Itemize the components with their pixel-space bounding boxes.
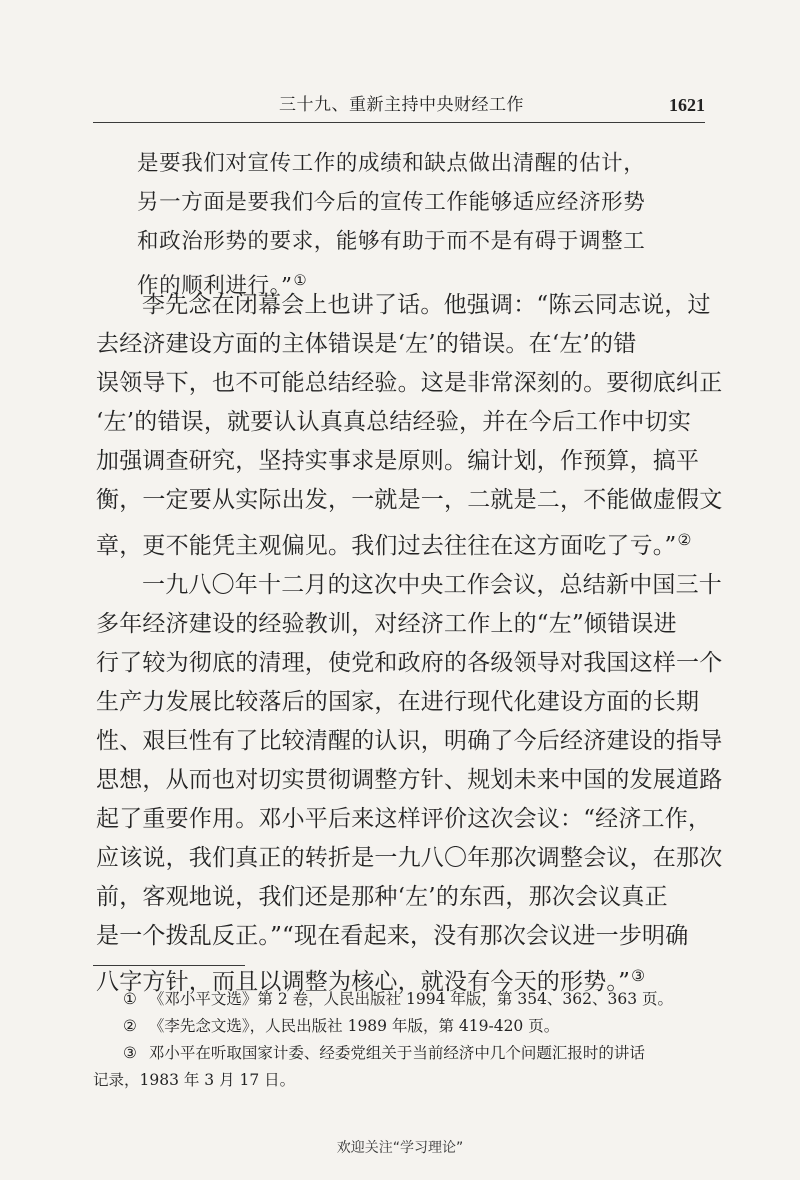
footnote-marker: ③ [123,1044,137,1062]
paragraph-line-last [96,520,716,566]
paragraph-line: 性、艰巨性有了比较清醒的认识，明确了今后经济建设的指导 [96,727,723,754]
paragraph-line: 生产力发展比较落后的国家，在进行现代化建设方面的长期 [96,688,700,715]
footnote-marker: ① [123,990,137,1008]
footnote-1 [93,986,713,1013]
quote-line: 是要我们对宣传工作的成绩和缺点做出清醒的估计， [137,151,646,176]
paragraph-line: 加强调查研究，坚持实事求是原则。编计划，作预算，搞平 [96,448,700,474]
paragraph-line: 多年经济建设的经验教训，对经济工作上的“左”倾错误进 [96,610,677,637]
footnote-marker: ② [123,1017,137,1035]
quote-line: 另一方面是要我们今后的宣传工作能够适应经济形势 [137,190,646,215]
quoted-passage [137,144,677,305]
footnote-text: 《邓小平文选》第 2 卷，人民出版社 1994 年版，第 354、362、363 页。 [148,990,674,1008]
footnote-reference-2[interactable]: ② [677,530,692,549]
chapter-title: 三十九、重新主持中央财经工作 [279,95,524,115]
paragraph-line: 是一个拨乱反正。”“现在看起来，没有那次会议进一步明确 [96,922,689,949]
paragraph-line: 李先念在闭幕会上也讲了话。他强调：“陈云同志说，过 [142,292,711,318]
paragraph-line: 应该说，我们真正的转折是一九八〇年那次调整会议，在那次 [96,844,723,871]
footnote-reference-3[interactable]: ③ [631,965,646,985]
paragraph-line: 前，客观地说，我们还是那种‘左’的东西，那次会议真正 [96,883,668,910]
paragraph-line: ‘左’的错误，就要认认真真总结经验，并在今后工作中切实 [96,409,692,435]
paragraph-line: 一九八〇年十二月的这次中央工作会议，总结新中国三十 [142,571,722,598]
footnotes [93,986,713,1094]
footnote-3 [93,1040,713,1067]
footnote-divider [93,965,245,966]
footnote-reference-1[interactable]: ① [293,272,308,289]
bottom-caption: 欢迎关注“学习理论” [336,1140,464,1156]
running-header [93,92,705,123]
paragraph-line: 误领导下，也不可能总结经验。这是非常深刻的。要彻底纠正 [96,370,723,396]
paragraph-central-work-conference [96,566,723,1002]
body-text [96,286,723,1002]
paragraph-line: 衡，一定要从实际出发，一就是一，二就是二，不能做虚假文 [96,487,723,513]
paragraph-line: 起了重要作用。邓小平后来这样评价这次会议：“经济工作， [96,805,712,832]
footnote-text: 《李先念文选》，人民出版社 1989 年版，第 419-420 页。 [148,1017,560,1035]
paragraph-li-xiannian [96,286,723,566]
footnote-3-continuation: 记录，1983 年 3 月 17 日。 [93,1071,296,1089]
quote-line: 和政治形势的要求，能够有助于而不是有碍于调整工 [137,229,646,254]
quote-line-text: 作的顺利进行。” [137,273,293,299]
paragraph-line: 行了较为彻底的清理，使党和政府的各级领导对我国这样一个 [96,649,723,676]
footnote-2 [93,1013,713,1040]
paragraph-line: 去经济建设方面的主体错误是‘左’的错误。在‘左’的错 [96,331,637,357]
page-number: 1621 [669,95,705,115]
footnote-text: 邓小平在听取国家计委、经委党组关于当前经济中几个问题汇报时的讲话 [148,1044,645,1062]
paragraph-line-text: 章，更不能凭主观偏见。我们过去往往在这方面吃了亏。” [96,532,677,559]
paragraph-line-text: 八字方针，而且以调整为核心，就没有今天的形势。” [96,968,631,995]
paragraph-line: 思想，从而也对切实贯彻调整方针、规划未来中国的发展道路 [96,766,723,793]
